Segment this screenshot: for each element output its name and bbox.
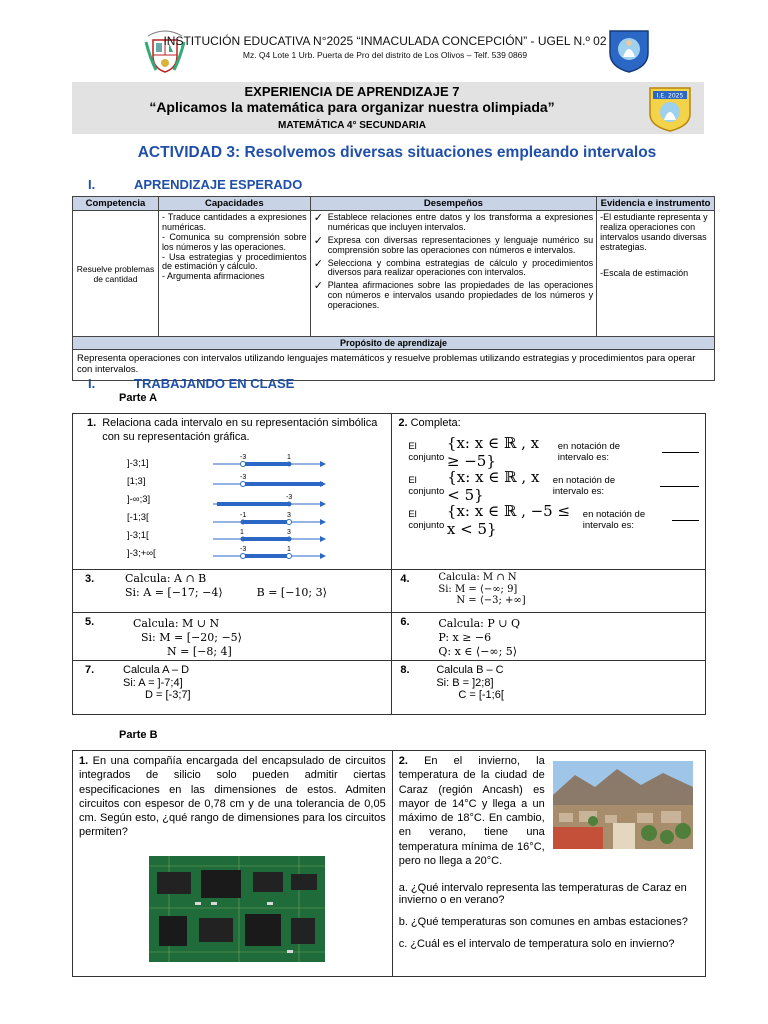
list-item: ✓ Plantea afirmaciones sobre las propiedades de las operaciones con números e intervalos usando propiedades de los números y operaciones. [314, 281, 593, 311]
col-header-competencia: Competencia [73, 197, 159, 211]
number-line-3 [213, 494, 325, 507]
problem-2-cell [392, 751, 705, 977]
section-number: I. [88, 177, 96, 192]
experience-title: “Aplicamos la matemática para organizar nuestra olimpiada” [149, 99, 555, 115]
set-expression: {x: x ∈ ℝ , x < 5} [447, 468, 540, 504]
list-item: ✓ Establece relaciones entre datos y los transforma a expresiones numéricas que incluyen intervalos. [314, 213, 593, 233]
set-line [408, 503, 699, 537]
list-item: - Comunica su comprensión sobre los números y las operaciones. [162, 233, 307, 253]
list-item: -El estudiante representa y realiza operaciones con intervalos usando diversas estrategias. [600, 212, 708, 252]
circuit-board-image [149, 856, 325, 962]
institution-name: INSTITUCIÓN EDUCATIVA N°2025 “INMACULADA CONCEPCIÓN” - UGEL N.º 02 [163, 34, 607, 48]
number-line-5 [213, 529, 325, 542]
tick-label: 3 [287, 529, 291, 536]
tick-label: 1 [287, 454, 291, 461]
tick-label: 3 [287, 512, 291, 519]
caraz-city-image [553, 761, 693, 849]
exercise-line: Calcula B – C [436, 664, 504, 676]
number-line-6 [213, 546, 325, 559]
number-line-2 [213, 474, 325, 487]
set-suffix: en notación de intervalo es: [557, 441, 621, 463]
set-prefix: El conjunto [408, 441, 445, 463]
seal-text: I.E. 2025 [656, 92, 684, 100]
set-prefix: El conjunto [408, 475, 445, 497]
section-title: APRENDIZAJE ESPERADO [134, 177, 303, 192]
question-a: a. ¿Qué intervalo representa las temperaturas de Caraz en invierno o en verano? [398, 882, 687, 907]
part-a-table [72, 413, 706, 715]
exercise-line: N = ⟨−3; +∞] [456, 595, 526, 606]
subject-label: MATEMÁTICA 4° SECUNDARIA [278, 120, 426, 131]
exercise-4-cell [392, 570, 706, 613]
exercise-number: 1. [87, 417, 97, 429]
exercise-number: 8. [400, 664, 410, 676]
exercise-number: 3. [85, 573, 95, 585]
exercise-line: C = [-1;6[ [458, 689, 504, 702]
competencia-cell: Resuelve problemas de cantidad [73, 211, 159, 337]
exercise-line: Si: M = ⟨−∞; 9] [438, 583, 518, 595]
desempenos-list [314, 213, 593, 311]
exercise-line: D = [-3;7] [145, 689, 191, 702]
exercise-number: 7. [85, 664, 95, 676]
interval-symbol: ]-∞;3] [127, 493, 151, 505]
interval-symbol: ]-3;1] [127, 457, 149, 469]
school-shield-logo [606, 27, 652, 73]
exercise-6-cell [392, 613, 706, 661]
interval-symbol: [-1;3[ [127, 511, 149, 523]
part-b-label: Parte B [119, 729, 158, 741]
question-b: b. ¿Qué temperaturas son comunes en ambas estaciones? [398, 916, 688, 929]
exercise-number: 6. [400, 616, 410, 628]
exercise-line: Si: B = ]2;8] [436, 676, 494, 689]
section-title: TRABAJANDO EN CLASE [134, 376, 295, 391]
exercise-7-cell [73, 661, 392, 715]
exercise-3-cell [73, 570, 392, 613]
problem-1-text: En una compañía encargada del encapsulado de circuitos integrados de silicio solo pueden admitir ciertas especificaciones en las dimensiones de estos. Admiten circuitos con espesor de 0,78 cm y de una tolerancia de 0,05 cm. Según esto, ¿qué rango de dimensiones para los circuitos permiten? [79, 755, 386, 839]
list-item: - Traduce cantidades a expresiones numéricas. [162, 213, 307, 233]
exercise-5-cell [73, 613, 392, 661]
exercise-line: N = [−8; 4] [167, 644, 232, 658]
answer-blank[interactable] [662, 452, 699, 453]
evidencia-list [600, 213, 711, 278]
list-item: - Usa estrategias y procedimientos de estimación y cálculo. [162, 253, 307, 273]
set-suffix: en notación de intervalo es: [582, 509, 646, 531]
exercise-line: Si: M = [−20; −5⟩ [141, 630, 242, 644]
section-heading-aprendizaje [88, 177, 302, 192]
exercise-line: Calcula: P ∪ Q [438, 617, 520, 630]
exercise-line: Calcula: A ∩ B [125, 572, 207, 585]
tick-label: -1 [240, 512, 247, 519]
exercise-1-cell [73, 414, 392, 570]
question-c: c. ¿Cuál es el intervalo de temperatura solo en invierno? [398, 938, 675, 951]
set-expression: {x: x ∈ ℝ , x ≥ −5} [446, 434, 540, 470]
proposito-text: Representa operaciones con intervalos utilizando lenguajes matemáticos y resuelve problemas utilizando estrategias y procedimientos para operar con intervalos. [73, 350, 715, 381]
exercise-number: 5. [85, 616, 95, 628]
section-heading-trabajando [88, 376, 294, 391]
exercise-8-cell [392, 661, 706, 715]
exercise-line: Si: A = [−17; −4⟩ [125, 585, 223, 599]
set-suffix: en notación de intervalo es: [552, 475, 616, 497]
answer-blank[interactable] [660, 486, 699, 487]
problem-2-text: En el invierno, la temperatura de la ciudad de Caraz (región Ancash) es mayor de 14°C y llega a un máximo de 18°C. En cambio, en verano, tiene una temperatura mínima de 16°C, pero no llega a 20°C. [398, 755, 545, 868]
exercise-line: Calcula: M ∪ N [133, 617, 220, 630]
list-item: -Escala de estimación [600, 267, 689, 278]
school-seal-logo [648, 86, 692, 132]
exercise-number: 1. [79, 755, 89, 767]
exercise-line: P: x ≥ −6 [438, 630, 492, 644]
answer-blank[interactable] [672, 520, 699, 521]
interval-graphs [213, 452, 393, 568]
exercise-line: Si: A = ]-7;4] [123, 676, 183, 689]
list-item: - Argumenta afirmaciones [162, 272, 307, 282]
problem-1-cell [73, 751, 393, 977]
exercise-line: B = [−10; 3⟩ [256, 585, 327, 599]
part-b-table [72, 750, 706, 977]
interval-symbols [127, 454, 167, 562]
exercise-line: Q: x ∈ ⟨−∞; 5⟩ [438, 644, 518, 658]
part-a-label: Parte A [119, 392, 158, 404]
exercise-number: 2. [398, 417, 408, 429]
exercise-line: Calcula: M ∩ N [438, 572, 517, 583]
list-item: ✓ Selecciona y combina estrategias de cálculo y procedimientos diversos para realizar operaciones con intervalos. [314, 259, 593, 279]
tick-label: -3 [240, 454, 247, 461]
number-line-4 [213, 512, 325, 525]
number-line-1 [213, 454, 325, 467]
interval-symbol: [1;3] [127, 475, 146, 487]
tick-label: -3 [240, 546, 247, 553]
exercise-1-text: Relaciona cada intervalo en su representación simbólica con su representación gráfica. [102, 417, 378, 443]
set-line [408, 435, 699, 469]
col-header-evidencia: Evidencia e instrumento [597, 197, 715, 211]
tick-label: -3 [286, 494, 293, 501]
interval-symbol: ]-3;1[ [127, 529, 149, 541]
competency-table [72, 196, 715, 381]
tick-label: -3 [240, 474, 247, 481]
col-header-desempenos: Desempeños [310, 197, 596, 211]
tick-label: 1 [240, 529, 244, 536]
exercise-2-text: Completa: [410, 417, 461, 429]
set-expression: {x: x ∈ ℝ , −5 ≤ x < 5} [446, 502, 571, 538]
exercise-line: Calcula A – D [123, 664, 190, 676]
section-number: I. [88, 376, 96, 391]
institution-address: Mz. Q4 Lote 1 Urb. Puerta de Pro del distrito de Los Olivos – Telf. 539 0869 [242, 50, 528, 60]
activity-title: ACTIVIDAD 3: Resolvemos diversas situaciones empleando intervalos [137, 144, 657, 161]
capacidades-list [162, 213, 307, 282]
experience-number: EXPERIENCIA DE APRENDIZAJE 7 [244, 84, 460, 99]
col-header-capacidades: Capacidades [158, 197, 310, 211]
interval-symbol: ]-3;+∞[ [127, 547, 156, 559]
exercise-number: 4. [400, 573, 410, 585]
set-prefix: El conjunto [408, 509, 445, 531]
set-line [408, 469, 699, 503]
exercise-number: 2. [398, 755, 408, 767]
tick-label: 1 [287, 546, 291, 553]
list-item: ✓ Expresa con diversas representaciones y lenguaje numérico su comprensión sobre las operaciones con números e intervalos. [314, 236, 593, 256]
proposito-header: Propósito de aprendizaje [73, 337, 715, 350]
exercise-2-cell [392, 414, 706, 570]
